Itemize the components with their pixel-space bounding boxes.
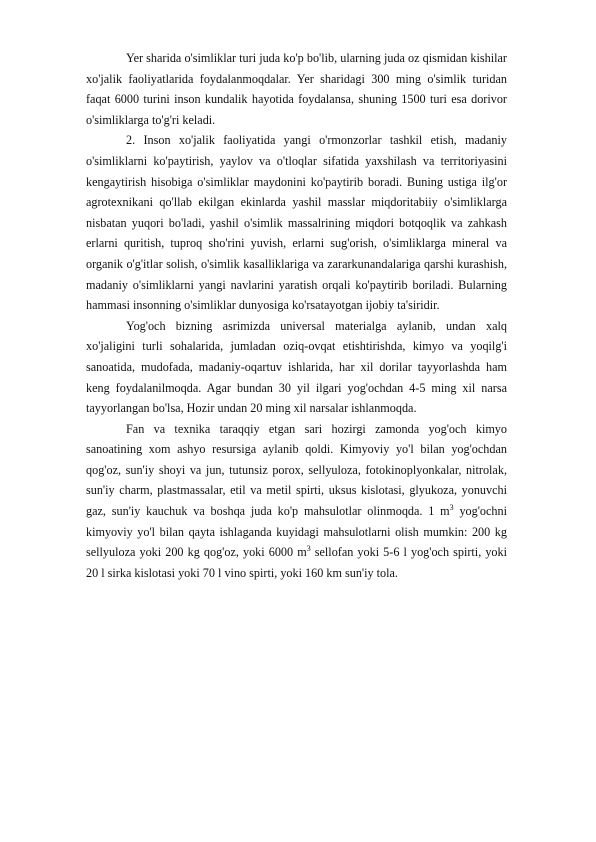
paragraph-plant-species [86,48,507,130]
paragraph-text: 2. Inson xo'jalik faoliyatida yangi o'rmonzorlar tashkil etish, madaniy o'simliklarni ko'paytirish, yaylov va o'tloqlar sifatida yaxshilash va territoriyasini kengaytirish hisobiga o'simliklar maydonini ko'paytirib boradi. Buning ustiga ilg'or agrotexnikani qo'llab ekilgan ekinlarda yashil masslar miqdoritabiiy o'simliklarga nisbatan yuqori bo'ladi, yashil o'simlik massalrining miqdori botqoqlik va zahkash erlarni quritish, tuproq sho'rini yuvish, erlarni sug'orish, o'simliklarga mineral va organik o'g'itlar solish, o'simlik kasalliklariga va zararkunandalariga qarshi kurashish, madaniy o'simliklarni yangi navlarini yaratish orqali ko'paytirib boriladi. Bularning hammasi insonning o'simliklar dunyosiga ko'rsatayotgan ijobiy ta'siridir. [86,133,507,313]
paragraph-wood-chemistry [86,419,507,584]
paragraph-wood-uses [86,316,507,419]
paragraph-text: Yer sharida o'simliklar turi juda ko'p bo'lib, ularning juda oz qismidan kishilar xo'jalik faoliyatlarida foydalanmoqdalar. Yer sharidagi 300 ming o'simlik turidan faqat 6000 turini inson kundalik hayotida foydalansa, shuning 1500 turi esa dorivor o'simliklarga to'g'ri keladi. [86,51,507,127]
paragraph-text: yog'ochni kimyoviy yo'l bilan qayta ishlaganda kuyidagi mahsulotlarni olish mumkin: 200 kg sellyuloza yoki 200 kg qog'oz, yoki 6000 m [86,504,507,560]
paragraph-text: Yog'och bizning asrimizda universal materialga aylanib, undan xalq xo'jaligini turli sohalarida, jumladan oziq-ovqat etishtirishda, kimyo va yoqilg'i sanoatida, mudofada, madaniy-oqartuv ishlarida, har xil dorilar tayyorlashda ham keng foydalanilmoqda. Agar bundan 30 yil ilgari yog'ochdan 4-5 ming xil narsa tayyorlangan bo'lsa, Hozir undan 20 ming xil narsalar ishlanmoqda. [86,318,507,416]
paragraph-human-activity [86,130,507,315]
document-body [86,48,507,583]
paragraph-text: sellofan yoki 5-6 l yog'och spirti, yoki 20 l sirka kislotasi yoki 70 l vino spirti, yoki 160 km sun'iy tola. [86,545,507,580]
superscript-cubic: 3 [449,503,454,512]
superscript-cubic: 3 [306,544,311,554]
paragraph-text: Fan va texnika taraqqiy etgan sari hozirgi zamonda yog'och kimyo sanoatining xom ashyo resursiga aylanib qoldi. Kimyoviy yo'l bilan yog'ochdan qog'oz, sun'iy shoyi va jun, tutunsiz porox, sellyuloza, fotokinoplyonkalar, nitrolak, sun'iy charm, plastmassalar, etil va metil spirti, uksus kislotasi, glyukoza, yonuvchi gaz, sun'iy kauchuk va boshqa juda ko'p mahsulotlar olinmoqda. 1 m [86,421,507,519]
